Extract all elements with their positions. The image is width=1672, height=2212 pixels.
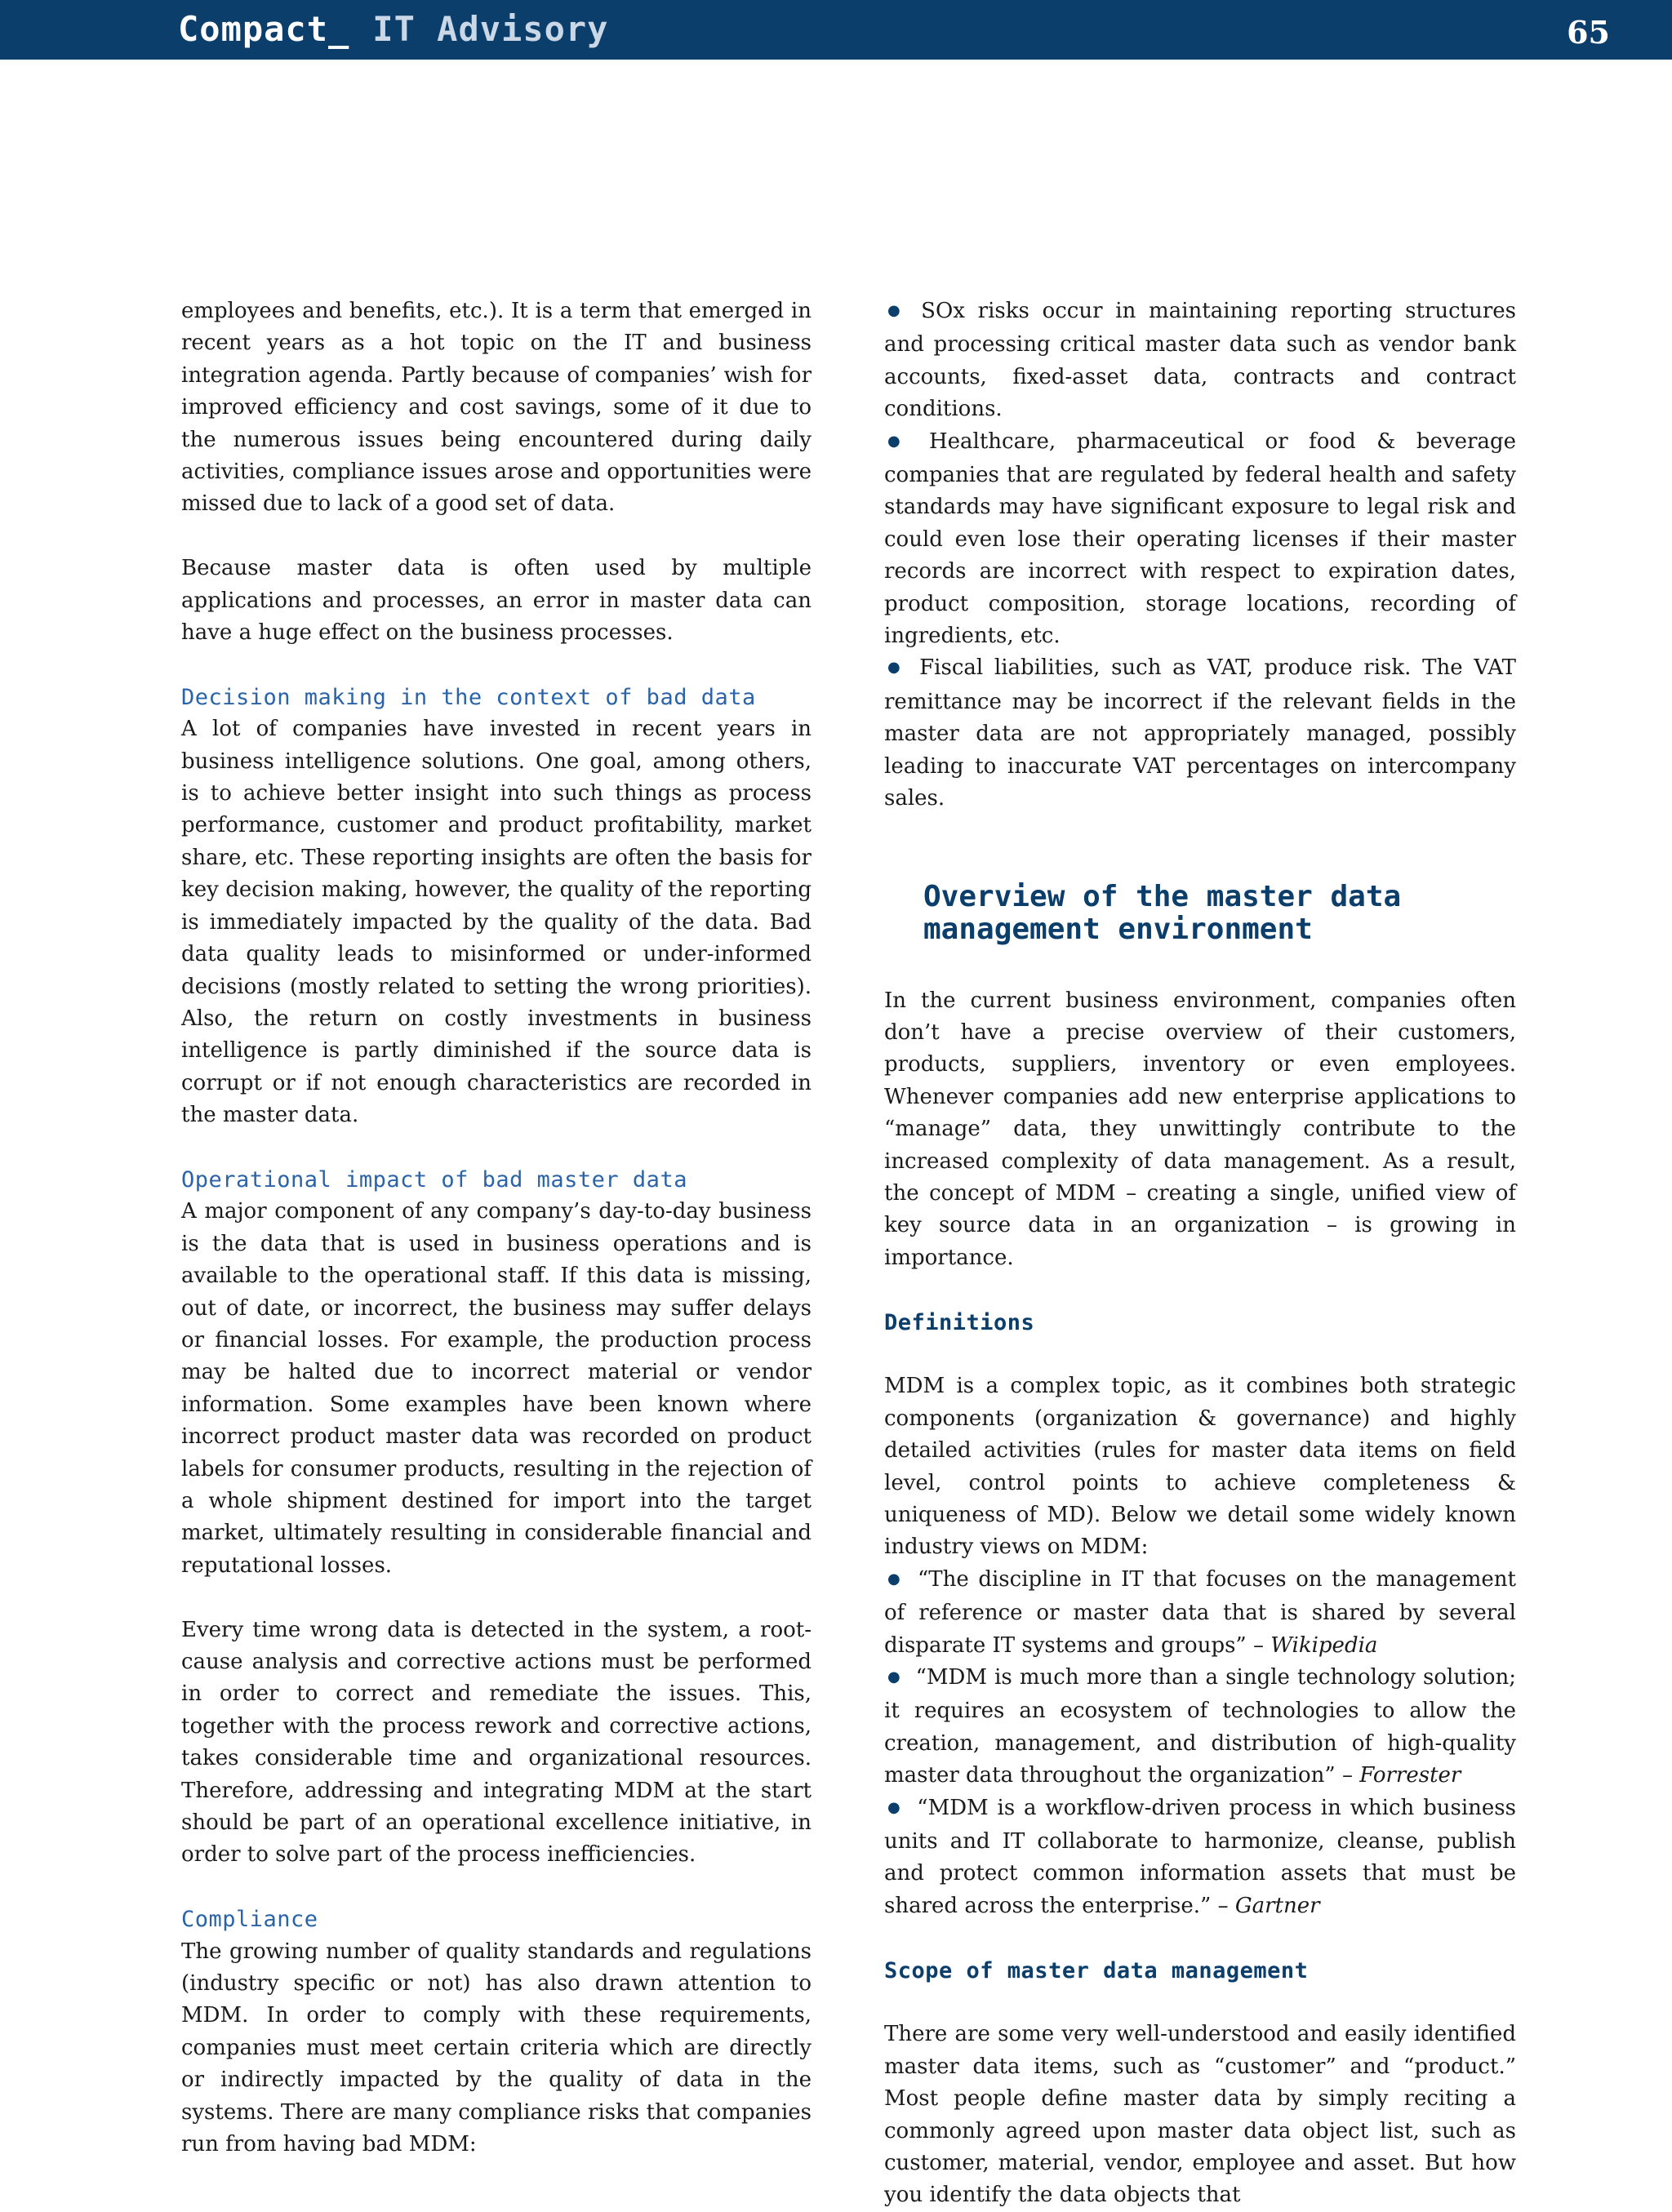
paragraph: MDM is a complex topic, as it combines both strategic components (organization & governance) and highly detailed activities (rules for master data items on field level, control points to achieve completeness & uniqueness of MD). Below we detail some widely known industry views on MDM: (884, 1374, 1516, 1560)
page-number: 65 (1567, 14, 1610, 51)
quote-item (884, 1792, 1516, 1923)
left-column (181, 295, 812, 2161)
section-heading-definitions: Definitions (884, 1309, 1035, 1335)
section-title-overview: Overview of the master data management environment (923, 879, 1402, 946)
paragraph: A lot of companies have invested in recent years in business intelligence solutions. One goal, among others, is to achieve better insight into such things as process performance, customer and product profitability, market share, etc. These reporting insights are often the basis for key decision making, however, the quality of the reporting is immediately impacted by the quality of the data. Bad data quality leads to misinformed or under-informed decisions (mostly related to setting the wrong priorities). Also, the return on costly investments in business intelligence is partly diminished if the source data is corrupt or if not enough characteristics are recorded in the master data. (181, 717, 812, 1128)
quote-source: Gartner (1234, 1893, 1320, 1918)
right-column (884, 295, 1516, 2212)
quote-text: “The discipline in IT that focuses on the management of reference or master data that is shared by several disparate IT systems and groups” – (884, 1566, 1516, 1658)
section-name: IT Advisory (372, 9, 609, 49)
bullet-item: ● Healthcare, pharmaceutical or food & beverage companies that are regulated by federal health and safety standards may have significant exposure to legal risk and could even lose their operating licenses if their master records are incorrect with respect to expiration dates, product composition, storage locations, recording of ingredients, etc. (884, 426, 1516, 653)
bullet-item: ● SOx risks occur in maintaining reporting structures and processing critical master data such as vendor bank accounts, fixed-asset data, contracts and contract conditions. (884, 295, 1516, 426)
section-heading-operational-impact: Operational impact of bad master data (181, 1166, 687, 1193)
quote-source: Forrester (1359, 1763, 1461, 1788)
section-heading-decision-making: Decision making in the context of bad data (181, 684, 756, 710)
quote-source: Wikipedia (1270, 1632, 1378, 1658)
quote-item (884, 1662, 1516, 1792)
paragraph: employees and benefits, etc.). It is a term that emerged in recent years as a hot topic on the IT and business integration agenda. Partly because of companies’ wish for improved efficiency and cost savings, some of it due to the numerous issues being encountered during daily activities, compliance issues arose and opportunities were missed due to lack of a good set of data. (181, 299, 812, 517)
quote-item (884, 1564, 1516, 1662)
paragraph: There are some very well-understood and easily identified master data items, such as “customer” and “product.” Most people define master data by simply reciting a commonly agreed upon master data object list, such as customer, material, vendor, employee and asset. But how you identify the data objects that (884, 2022, 1516, 2208)
paragraph: A major component of any company’s day-to-day business is the data that is used in business operations and is available to the operational staff. If this data is missing, out of date, or incorrect, the business may suffer delays or financial losses. For example, the production process may be halted due to incorrect material or vendor information. Some examples have been known where incorrect product master data was recorded on product labels for consumer products, resulting in the rejection of a whole shipment destined for import into the target market, ultimately resulting in considerable financial and reputational losses. (181, 1199, 812, 1578)
section-heading-compliance: Compliance (181, 1907, 318, 1933)
paragraph: The growing number of quality standards and regulations (industry specific or not) has also drawn attention to MDM. In order to comply with these requirements, companies must meet certain criteria which are directly or indirectly impacted by the quality of data in the systems. There are many compliance risks that companies run from having bad MDM: (181, 1939, 812, 2157)
paragraph: Because master data is often used by multiple applications and processes, an error in master data can have a huge effect on the business processes. (181, 556, 812, 646)
paragraph: Every time wrong data is detected in the system, a root-cause analysis and corrective actions must be performed in order to correct and remediate the issues. This, together with the process rework and corrective actions, takes considerable time and organizational resources. Therefore, addressing and integrating MDM at the start should be part of an operational excellence initiative, in order to solve part of the process inefficiencies. (181, 1617, 812, 1868)
bullet-item: ● Fiscal liabilities, such as VAT, produce risk. The VAT remittance may be incorrect if the relevant fields in the master data are not appropriately managed, possibly leading to inaccurate VAT percentages on intercompany sales. (884, 652, 1516, 815)
section-heading-scope: Scope of master data management (884, 1957, 1309, 1983)
paragraph: In the current business environment, companies often don’t have a precise overview of their customers, products, suppliers, inventory or even employees. Whenever companies add new enterprise applications to “manage” data, they unwittingly contribute to the increased complexity of data management. As a result, the concept of MDM – creating a single, unified view of key source data in an organization – is growing in importance. (884, 988, 1516, 1270)
quote-text: “MDM is a workflow-driven process in which business units and IT collaborate to harmonize, cleanse, publish and protect common information assets that must be shared across the enterprise.” – (884, 1795, 1516, 1918)
brand-name: Compact_ (178, 9, 350, 49)
page-header (0, 0, 1672, 60)
quote-text: “MDM is much more than a single technology solution; it requires an ecosystem of technologies to allow the creation, management, and distribution of high-quality master data throughout the organization” – (884, 1665, 1516, 1788)
brand-title (178, 7, 608, 52)
